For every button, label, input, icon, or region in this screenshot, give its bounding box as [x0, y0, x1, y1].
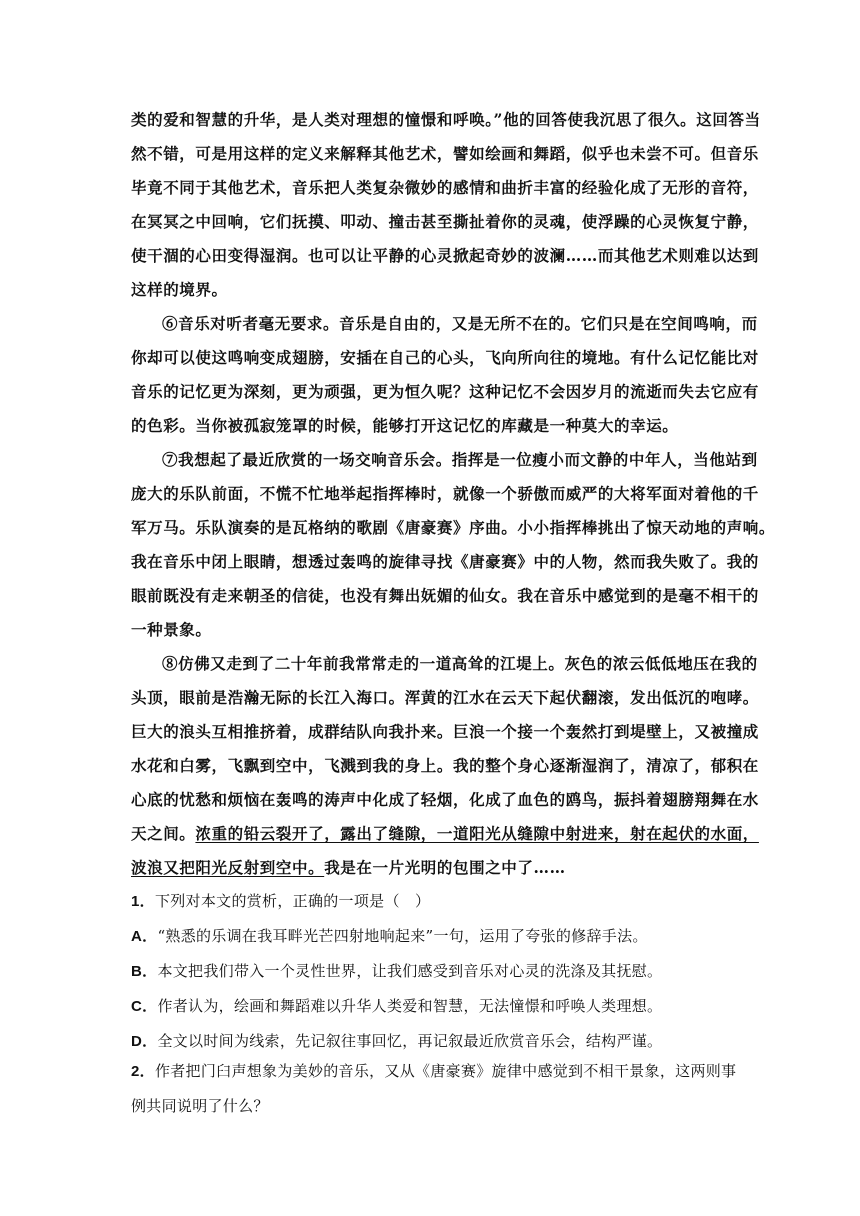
question-line — [131, 884, 741, 919]
paragraph-5 — [131, 103, 761, 307]
question-line — [131, 1054, 741, 1089]
text-line: 巨大的浪头互相推挤着，成群结队向我扑来。巨浪一个接一个轰然打到堤壁上，又被撞成 — [131, 722, 759, 741]
text-line: 然不错，可是用这样的定义来解释其他艺术，譬如绘画和舞蹈，似乎也未尝不可。但音乐 — [131, 144, 759, 163]
text-line: 类的爱和智慧的升华，是人类对理想的憧憬和呼唤。”他的回答使我沉思了很久。这回答当 — [131, 110, 761, 129]
text-line: 军万马。乐队演奏的是瓦格纳的歌剧《唐豪赛》序曲。小小指挥棒挑出了惊天动地的声响。 — [131, 518, 776, 537]
option-label: D． — [131, 1033, 158, 1050]
question-line: 例共同说明了什么？ — [131, 1097, 269, 1115]
question-number: 2． — [131, 1063, 155, 1080]
option-label: A． — [131, 928, 158, 945]
question-2 — [131, 1054, 741, 1123]
text-line: 一种景象。 — [131, 620, 212, 639]
question-text: 作者把门臼声想象为美妙的音乐，又从《唐豪赛》旋律中感觉到不相干景象，这两则事 — [154, 1062, 737, 1080]
text-line: 这样的境界。 — [131, 280, 228, 299]
option-text: 作者认为，绘画和舞蹈难以升华人类爱和智慧，无法憧憬和呼唤人类理想。 — [157, 997, 663, 1015]
option-c — [131, 989, 741, 1024]
plain-text: 我是在一片光明的包围之中了…… — [324, 858, 566, 877]
text-line: 在冥冥之中回响，它们抚摸、叩动、撞击甚至撕扯着你的灵魂，使浮躁的心灵恢复宁静， — [131, 212, 759, 231]
text-line: ⑥音乐对听者毫无要求。音乐是自由的，又是无所不在的。它们只是在空间鸣响，而 — [162, 314, 758, 333]
text-line: 使干涸的心田变得湿润。也可以让平静的心灵掀起奇妙的波澜……而其他艺术则难以达到 — [131, 246, 759, 265]
text-line: ⑧仿佛又走到了二十年前我常常走的一道高耸的江堤上。灰色的浓云低低地压在我的 — [162, 654, 758, 673]
option-text: 本文把我们带入一个灵性世界，让我们感受到音乐对心灵的洗涤及其抚慰。 — [157, 962, 663, 980]
option-a — [131, 919, 741, 954]
option-label: C． — [131, 998, 158, 1015]
text-line: ⑦我想起了最近欣赏的一场交响音乐会。指挥是一位瘦小而文静的中年人，当他站到 — [162, 450, 758, 469]
paragraph-6 — [131, 307, 759, 443]
text-line — [131, 817, 759, 851]
underlined-sentence: 波浪又把阳光反射到空中。 — [131, 858, 325, 877]
option-b — [131, 954, 741, 989]
text-line: 的色彩。当你被孤寂笼罩的时候，能够打开这记忆的库藏是一种莫大的幸运。 — [131, 416, 679, 435]
question-text: 下列对本文的赏析，正确的一项是（ ） — [154, 892, 431, 910]
text-line: 庞大的乐队前面，不慌不忙地举起指挥棒时，就像一个骄傲而威严的大将军面对着他的千 — [131, 484, 759, 503]
text-line: 音乐的记忆更为深刻，更为顽强，更为恒久呢？这种记忆不会因岁月的流逝而失去它应有 — [131, 382, 759, 401]
question-1 — [131, 884, 741, 1059]
text-line: 心底的忧愁和烦恼在轰鸣的涛声中化成了轻烟，化成了血色的鸥鸟，振抖着翅膀翔舞在水 — [131, 790, 759, 809]
text-line: 水花和白雾，飞飘到空中，飞溅到我的身上。我的整个身心逐渐湿润了，清凉了，郁积在 — [131, 756, 759, 775]
option-text: 全文以时间为线索，先记叙往事回忆，再记叙最近欣赏音乐会，结构严谨。 — [157, 1032, 663, 1050]
paragraph-7 — [131, 443, 776, 647]
underlined-sentence: 浓重的铅云裂开了，露出了缝隙，一道阳光从缝隙中射进来，射在起伏的水面， — [195, 824, 759, 843]
text-line: 眼前既没有走来朝圣的信徒，也没有舞出妩媚的仙女。我在音乐中感觉到的是毫不相干的 — [131, 586, 759, 605]
option-text: “熟悉的乐调在我耳畔光芒四射地响起来”一句，运用了夸张的修辞手法。 — [157, 927, 648, 945]
text-line: 毕竟不同于其他艺术，音乐把人类复杂微妙的感情和曲折丰富的经验化成了无形的音符， — [131, 178, 759, 197]
paragraph-8 — [131, 647, 759, 885]
text-line: 头顶，眼前是浩瀚无际的长江入海口。浑黄的江水在云天下起伏翻滚，发出低沉的咆哮。 — [131, 688, 759, 707]
text-line: 我在音乐中闭上眼睛，想透过轰鸣的旋律寻找《唐豪赛》中的人物，然而我失败了。我的 — [131, 552, 759, 571]
text-line: 你却可以使这鸣响变成翅膀，安插在自己的心头，飞向所向往的境地。有什么记忆能比对 — [131, 348, 759, 367]
text-line — [131, 851, 731, 885]
question-number: 1． — [131, 893, 155, 910]
plain-text: 天之间。 — [131, 824, 196, 843]
option-label: B． — [131, 963, 158, 980]
